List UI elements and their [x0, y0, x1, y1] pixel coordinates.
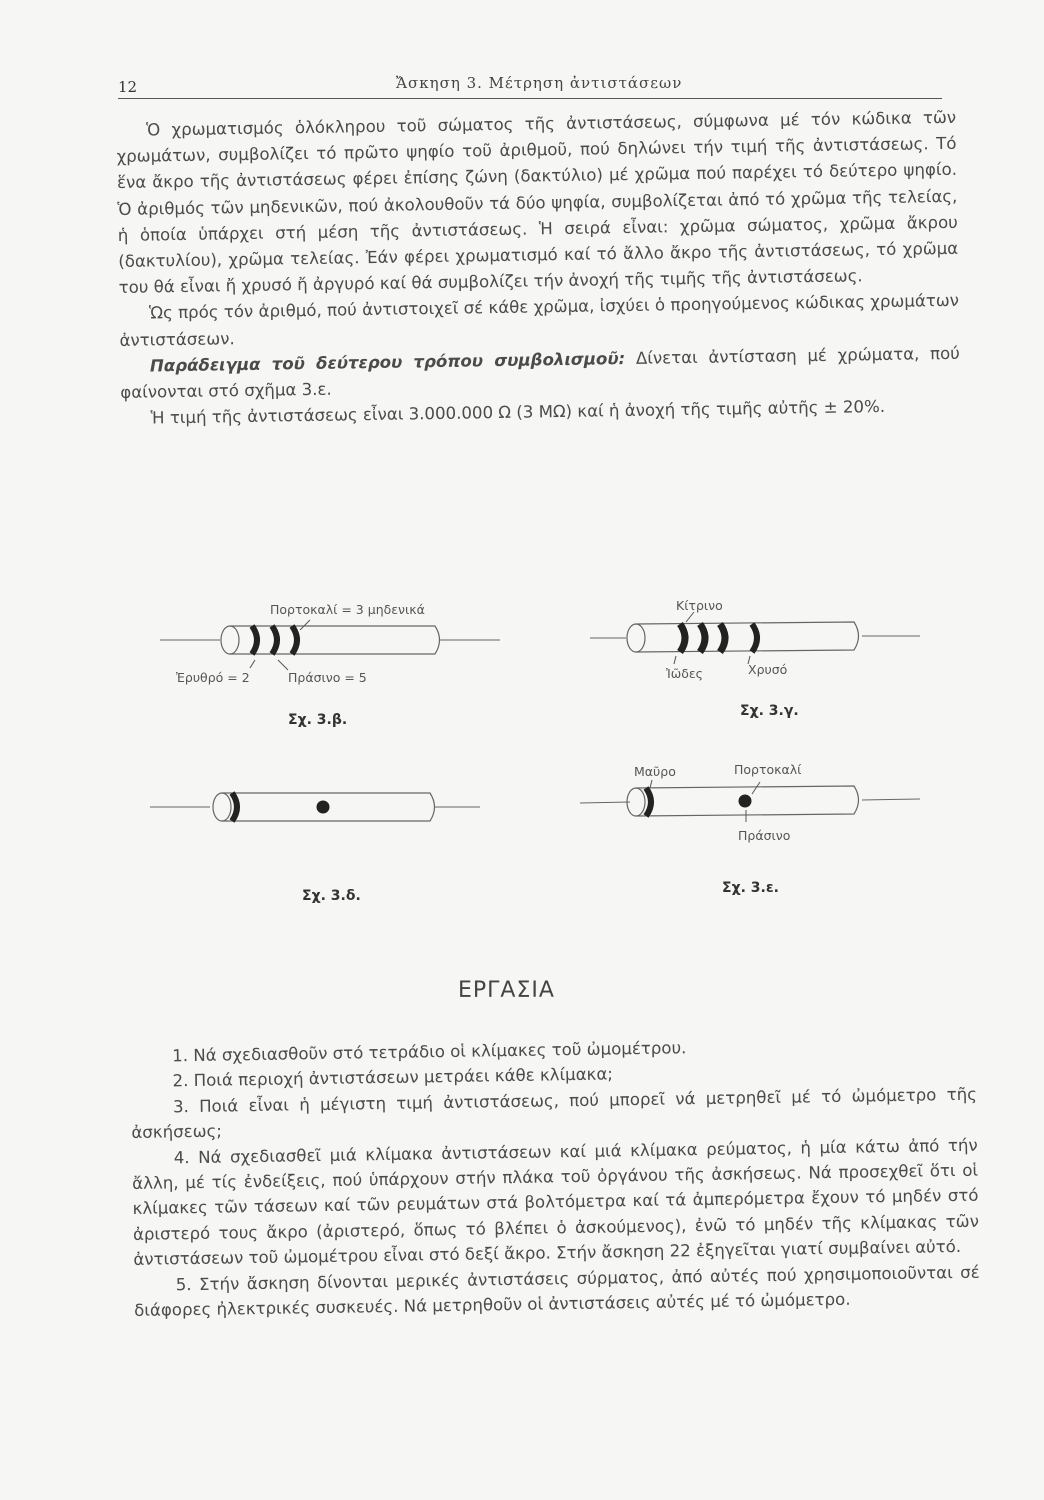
leader-green — [278, 660, 288, 670]
label-orange: Πορτοκαλί — [734, 762, 802, 777]
band-orange — [292, 626, 297, 654]
end-band-black — [646, 788, 651, 816]
page-number: 12 — [118, 78, 138, 96]
band-red — [252, 626, 257, 654]
paragraph-example-value: Ἡ τιμή τῆς ἀντιστάσεως εἶναι 3.000.000 Ω (3 ΜΩ) καί ἡ ἀνοχή τῆς τιμῆς αὐτῆς ± 20%. — [150, 397, 886, 428]
task-list — [130, 1031, 980, 1324]
band-green — [272, 626, 277, 654]
leader-violet — [674, 656, 676, 664]
example-text: Δίνεται ἀντίσταση μέ χρώματα, πού φαίνονται στό σχῆμα 3.ε. — [120, 343, 960, 402]
leader-yellow — [686, 612, 694, 622]
caption-3d: Σχ. 3.δ. — [302, 888, 361, 904]
leader-red — [250, 660, 255, 668]
caption-3e: Σχ. 3.ε. — [722, 880, 779, 896]
label-orange-3-zeros: Πορτοκαλί = 3 μηδενικά — [270, 602, 425, 617]
lead-wire-left — [580, 802, 630, 803]
paragraph-code-reference: Ὡς πρός τόν ἀριθμό, πού ἀντιστοιχεῖ σέ κάθε χρῶμα, ἰσχύει ὁ προηγούμενος κώδικας χρωμάτων ἀντιστάσεων. — [119, 291, 960, 350]
center-dot-orange — [739, 795, 752, 808]
resistor-body — [627, 622, 859, 652]
running-title: Ἄσκηση 3. Μέτρηση ἀντιστάσεων — [396, 74, 683, 92]
figure-3d — [150, 775, 480, 845]
task-item: 4. Νά σχεδιασθεῖ μιά κλίμακα ἀντιστάσεων καί μιά κλίμακα ρεύματος, ἡ μία κάτω ἀπό τήν ἄλλη, μέ τίς ἐνδείξεις, πού ὑπάρχουν στήν πλάκα τοῦ ὀργάνου τῆς ἀσκήσεως. Νά προσεχθεῖ ὅτι οἱ κλίμακες τῶν τάσεων καί τῶν ρευμάτων στά βολτόμετρα καί τά ἀμπερόμετρα ἔχουν τό μηδέν στό ἀριστερό τους ἄκρο (ἀριστερό, ὅπως τό βλέπει ὁ ἀσκούμενος), ἐνῶ τό μηδέν τῆς κλίμακας τῶν ἀντιστάσεων τοῦ ὠμομέτρου εἶναι στό δεξί ἄκρο. Στήν ἄσκηση 22 ἐξηγεῖται γιατί συμβαίνει αὐτό. — [132, 1135, 980, 1270]
tasks-title: ΕΡΓΑΣΙΑ — [458, 978, 555, 1003]
leader-black — [650, 780, 652, 788]
leader-orange — [752, 782, 760, 794]
caption-3g: Σχ. 3.γ. — [740, 703, 799, 719]
figure-3b — [160, 590, 500, 690]
label-black: Μαῦρο — [634, 764, 676, 779]
leader-orange — [300, 620, 310, 630]
paragraph-color-code: Ὁ χρωματισμός ὁλόκληρου τοῦ σώματος τῆς ἀντιστάσεως, σύμφωνα μέ τόν κώδικα τῶν χρωμάτων, συμβολίζει τό πρῶτο ψηφίο τοῦ ἀριθμοῦ, πού δηλώνει τήν τιμή τῆς ἀντιστάσεως. Τό ἕνα ἄκρο τῆς ἀντιστάσεως φέρει ἐπίσης ζώνη (δακτύλιο) μέ χρῶμα πού παρέχει τό δεύτερο ψηφίο. Ὁ ἀριθμός τῶν μηδενικῶν, πού ἀκολουθοῦν τά δύο ψηφία, συμβολίζεται ἀπό τό χρῶμα τῆς τελείας, ἡ ὁποία ὑπάρχει στή μέση τῆς ἀντιστάσεως. Ἡ σειρά εἶναι: χρῶμα σώματος, χρῶμα ἄκρου (δακτυλίου), χρῶμα τελείας. Ἐάν φέρει χρωματισμό καί τό ἄλλο ἄκρο τῆς ἀντιστάσεως, τό χρῶμα του θά εἶναι ἤ χρυσό ἤ ἀργυρό καί θά συμβολίζει τήν ἀνοχή τῆς τιμῆς τῆς ἀντιστάσεως. — [116, 107, 959, 298]
label-red-2: Ἐρυθρό = 2 — [176, 670, 250, 685]
page-header — [118, 72, 942, 99]
band-green — [720, 624, 725, 652]
band-gold — [752, 624, 757, 652]
figure-3g — [590, 590, 920, 690]
body-text — [116, 105, 961, 433]
figure-3e — [580, 758, 920, 848]
task-item: 5. Στήν ἄσκηση δίνονται μερικές ἀντιστάσεις σύρματος, ἀπό αὐτές πού χρησιμοποιοῦνται σέ διάφορες ἠλεκτρικές συσκευές. Νά μετρηθοῦν οἱ ἀντιστάσεις αὐτές μέ τό ὠμόμετρο. — [134, 1262, 980, 1321]
task-item: 3. Ποιά εἶναι ἡ μέγιστη τιμή ἀντιστάσεως, πού μπορεῖ νά μετρηθεῖ μέ τό ὠμόμετρο τῆς ἀσκήσεως; — [131, 1084, 978, 1143]
label-green: Πράσινο — [738, 828, 791, 843]
task-item: 1. Νά σχεδιασθοῦν στό τετράδιο οἱ κλίμακες τοῦ ὠμομέτρου. — [172, 1038, 687, 1066]
band-yellow — [680, 624, 685, 652]
label-violet: Ἰῶδες — [666, 666, 703, 681]
center-dot — [317, 801, 330, 814]
label-yellow: Κίτρινο — [676, 598, 723, 613]
lead-wire-right — [862, 799, 920, 800]
label-green-5: Πράσινο = 5 — [288, 670, 367, 685]
label-gold: Χρυσό — [748, 662, 788, 677]
end-band — [232, 793, 237, 821]
task-item: 2. Ποιά περιοχή ἀντιστάσεων μετράει κάθε κλίμακα; — [172, 1064, 614, 1091]
example-heading: Παράδειγμα τοῦ δεύτερου τρόπου συμβολισμοῦ: — [149, 348, 626, 376]
band-violet — [700, 624, 705, 652]
caption-3b: Σχ. 3.β. — [288, 712, 348, 728]
